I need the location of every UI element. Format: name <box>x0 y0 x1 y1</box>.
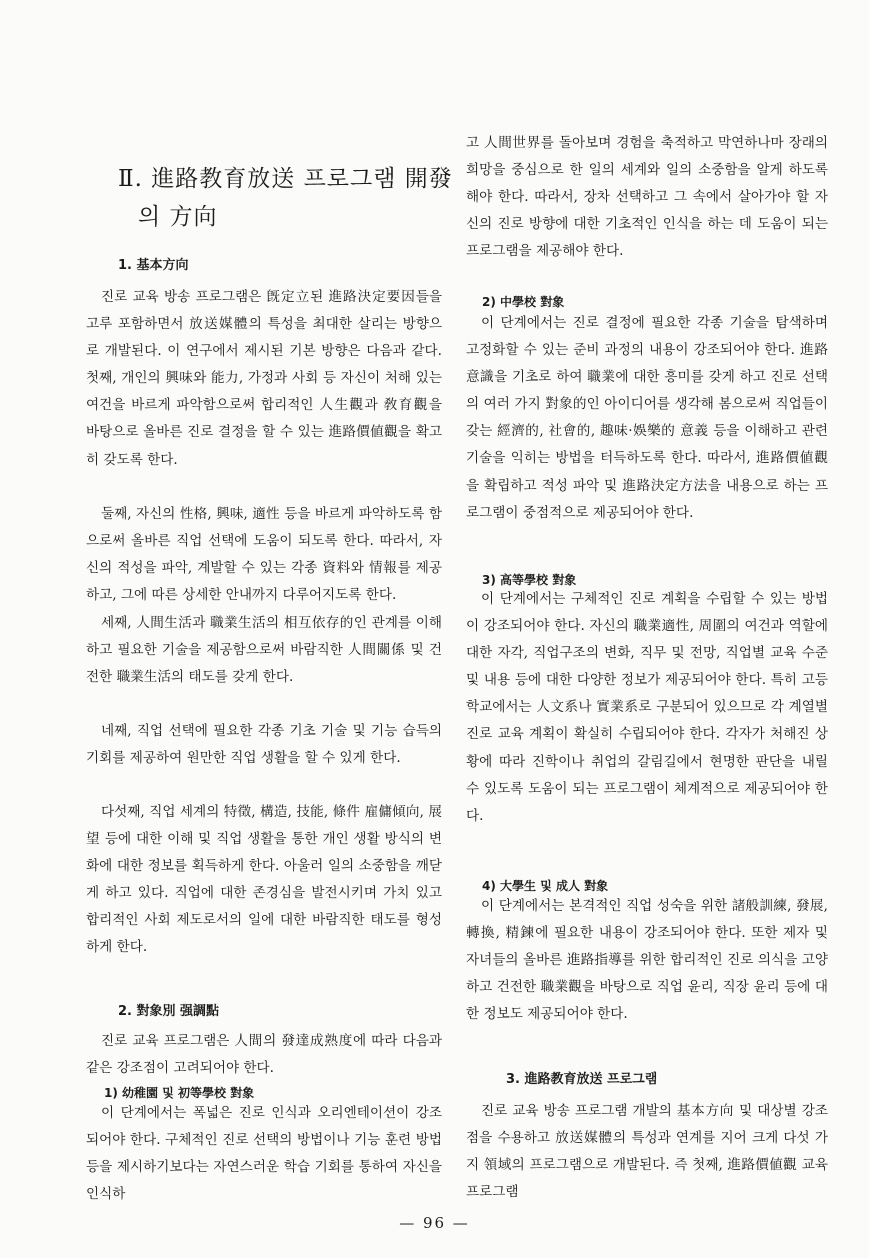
paragraph-basic-direction-1: 진로 교육 방송 프로그램은 旣定立된 進路決定要因들을 고루 포함하면서 放送媒體의 특성을 최대한 살리는 방향으로 개발된다. 이 연구에서 제시된 기본 방향은 다음과 같다. 첫째, 개인의 興味와 能力, 가정과 사회 등 자신이 처해 있는 여건을 바르게 파악함으로써 합리적인 人生觀과 敎育觀을 바탕으로 올바른 진로 결정을 할 수 있는 進路價値觀을 확고히 갖도록 한다. <box>86 289 442 468</box>
paragraph-basic-direction-3: 세째, 人間生活과 職業生活의 相互依存的인 관계를 이해하고 필요한 기술을 제공함으로써 바람직한 人間關係 및 건전한 職業生活의 태도를 갖게 한다. <box>86 615 442 686</box>
heading-broadcast-program: 3. 進路教育放送 프로그램 <box>506 1072 658 1087</box>
subheading-university-adult: 4) 大學生 및 成人 對象 <box>482 879 609 893</box>
paragraph-high-school: 이 단계에서는 구체적인 진로 계획을 수립할 수 있는 방법이 강조되어야 한다. 자신의 職業適性, 周圍의 여건과 역할에 대한 자각, 직업구조의 변화, 직무 및 전망, 직업별 교육 수준 및 내용 등에 대한 다양한 정보가 제공되어야 한다. 특히 고등 학교에서는 人文系나 實業系로 구분되어 있으므로 각 계열별 진로 교육 계획이 확실히 수립되어야 한다. 각자가 처해진 상황에 따라 진학이나 취업의 갈림길에서 현명한 판단을 내릴 수 있도록 도움이 되는 프로그램이 체계적으로 제공되어야 한다. <box>466 591 828 824</box>
paragraph-basic-direction-2: 둘째, 자신의 性格, 興味, 適性 등을 바르게 파악하도록 함으로써 올바른 직업 선택에 도움이 되도록 한다. 따라서, 자신의 적성을 파악, 계발할 수 있는 각종 資料와 情報를 제공하고, 그에 따른 상세한 안내까지 다루어지도록 한다. <box>86 506 442 604</box>
paragraph-kindergarten-elementary: 이 단계에서는 폭넓은 진로 인식과 오리엔테이션이 강조되어야 한다. 구체적인 진로 선택의 방법이나 기능 훈련 방법 등을 제시하기보다는 자연스러운 학습 기회를 통하여 자신을 인식하 <box>86 1105 442 1203</box>
heading-basic-direction: 1. 基本方向 <box>118 258 189 273</box>
paragraph-university-adult: 이 단계에서는 본격적인 직업 성숙을 위한 諸般訓練, 發展, 轉換, 精鍊에 필요한 내용이 강조되어야 한다. 또한 제자 및 자녀들의 올바른 進路指導를 위한 합리적인 진로 의식을 고양하고 건전한 職業觀을 바탕으로 직업 윤리, 직장 윤리 등에 대한 정보도 제공되어야 한다. <box>466 898 828 1023</box>
section-title-line2: 의 方向 <box>138 204 218 230</box>
subheading-kindergarten-elementary: 1) 幼稚園 및 初等學校 對象 <box>104 1086 255 1100</box>
paragraph-elementary-continued: 고 人間世界를 돌아보며 경험을 축적하고 막연하나마 장래의 희망을 중심으로 한 일의 세계와 일의 소중함을 알게 하도록 해야 한다. 따라서, 장차 선택하고 그 속에서 살아가야 할 자신의 진로 방향에 대한 기초적인 인식을 하는 데 도움이 되는 프로그램을 제공해야 한다. <box>466 135 828 260</box>
subheading-middle-school: 2) 中學校 對象 <box>482 295 565 309</box>
subheading-high-school: 3) 高等學校 對象 <box>482 573 577 587</box>
paragraph-basic-direction-5: 다섯째, 직업 세계의 特徵, 構造, 技能, 條件 雇傭傾向, 展望 등에 대한 이해 및 직업 생활을 통한 개인 생활 방식의 변화에 대한 정보를 획득하게 한다. 아울러 일의 소중함을 깨닫게 하고 있다. 직업에 대한 존경심을 발전시키며 가치 있고 합리적인 사회 제도로서의 일에 대한 바람직한 태도를 형성하게 한다. <box>86 804 442 956</box>
heading-target-emphasis: 2. 對象別 强調點 <box>118 1004 220 1019</box>
section-title-line1: Ⅱ. 進路教育放送 프로그램 開發 <box>118 166 453 192</box>
paragraph-target-emphasis: 진로 교육 프로그램은 人間의 發達成熟度에 따라 다음과 같은 강조점이 고려되어야 한다. <box>86 1033 442 1077</box>
paragraph-broadcast-program: 진로 교육 방송 프로그램 개발의 基本方向 및 대상별 강조점을 수용하고 放送媒體의 특성과 연계를 지어 크게 다섯 가지 領域의 프로그램으로 개발된다. 즉 첫째, 進路價値觀 교육 프로그램 <box>466 1103 828 1201</box>
paragraph-basic-direction-4: 네째, 직업 선택에 필요한 각종 기초 기술 및 기능 습득의 기회를 제공하여 원만한 직업 생활을 할 수 있게 한다. <box>86 723 442 767</box>
page-number: — 96 — <box>399 1214 470 1232</box>
paragraph-middle-school: 이 단계에서는 진로 결정에 필요한 각종 기술을 탐색하며 고정화할 수 있는 준비 과정의 내용이 강조되어야 한다. 進路意識을 기초로 하여 職業에 대한 흥미를 갖게 하고 진로 선택의 여러 가지 對象的인 아이디어를 생각해 봄으로써 직업들이 갖는 經濟的, 社會的, 趣味·娛樂的 意義 등을 이해하고 관련 기술을 익히는 방법을 터득하도록 한다. 따라서, 進路價値觀을 확립하고 적성 파악 및 進路決定方法을 내용으로 하는 프로그램이 중점적으로 제공되어야 한다. <box>466 315 828 521</box>
section-title <box>118 160 458 236</box>
